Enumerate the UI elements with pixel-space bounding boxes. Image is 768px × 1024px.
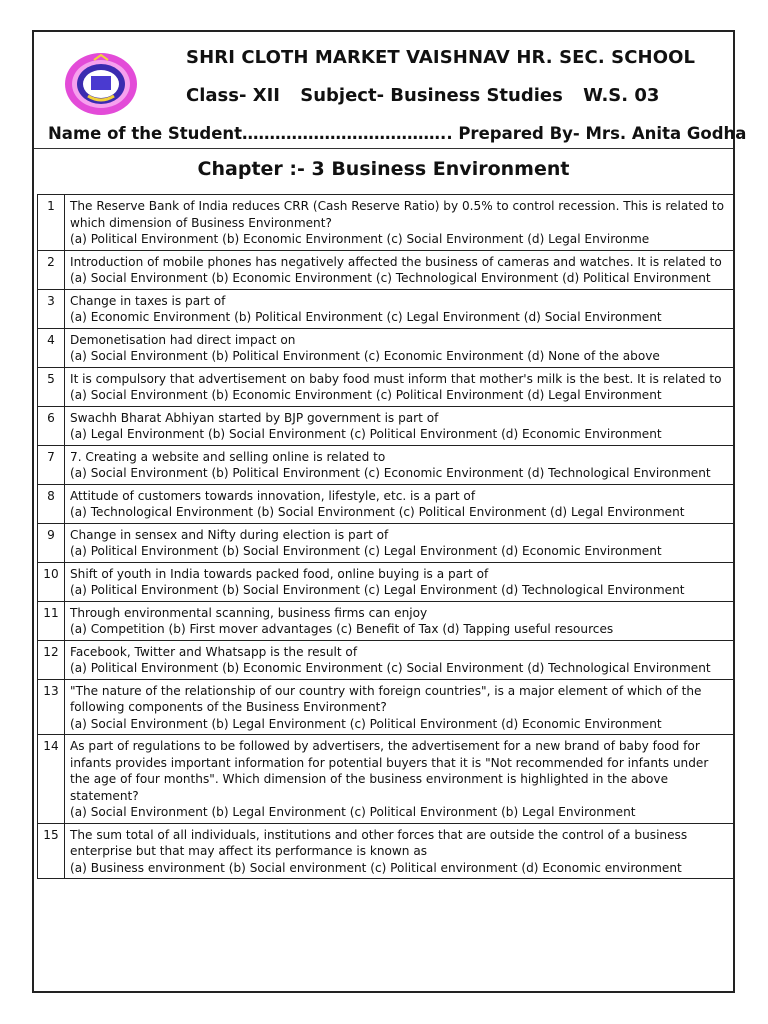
- question-number: 12: [38, 640, 65, 679]
- question-options: (a) Technological Environment (b) Social Environment (c) Political Environment (d) Legal Environment: [70, 505, 685, 519]
- question-options: (a) Business environment (b) Social environment (c) Political environment (d) Economic environment: [70, 860, 682, 875]
- question-row: [38, 735, 734, 824]
- question-text: Facebook, Twitter and Whatsapp is the result of: [70, 644, 358, 659]
- question-cell: [65, 195, 734, 251]
- school-logo: [64, 52, 138, 116]
- question-number: 6: [38, 406, 65, 445]
- class-subject-line: [186, 85, 673, 106]
- question-options: (a) Social Environment (b) Legal Environment (c) Political Environment (b) Legal Environment: [70, 805, 636, 819]
- question-cell: [65, 250, 734, 289]
- question-row: [38, 640, 734, 679]
- worksheet-frame: [32, 30, 747, 993]
- question-cell: [65, 367, 734, 406]
- question-cell: [65, 735, 734, 824]
- question-row: [38, 289, 734, 328]
- question-options: (a) Political Environment (b) Social Environment (c) Legal Environment (d) Economic Environment: [70, 544, 662, 558]
- question-row: [38, 367, 734, 406]
- question-text: "The nature of the relationship of our country with foreign countries", is a major element of which of the following components of the Business Environment?: [70, 683, 702, 714]
- question-row: [38, 484, 734, 523]
- question-cell: [65, 289, 734, 328]
- class-label: Class- XII: [186, 85, 280, 106]
- question-row: [38, 601, 734, 640]
- question-row: [38, 406, 734, 445]
- student-name-line: Name of the Student……………………………….. Prepared By- Mrs. Anita Godha: [48, 124, 747, 143]
- question-row: [38, 823, 734, 879]
- question-options: (a) Legal Environment (b) Social Environment (c) Political Environment (d) Economic Environment: [70, 427, 662, 441]
- question-number: 4: [38, 328, 65, 367]
- question-text: Swachh Bharat Abhiyan started by BJP government is part of: [70, 410, 439, 425]
- question-options: (a) Political Environment (b) Economic Environment (c) Social Environment (d) Technological Environment: [70, 661, 711, 675]
- question-text: Attitude of customers towards innovation, lifestyle, etc. is a part of: [70, 488, 476, 503]
- question-cell: [65, 823, 734, 879]
- question-options: (a) Social Environment (b) Political Environment (c) Economic Environment (d) Technological Environment: [70, 466, 711, 480]
- question-cell: [65, 601, 734, 640]
- question-text: Change in sensex and Nifty during election is part of: [70, 527, 389, 542]
- question-number: 2: [38, 250, 65, 289]
- question-text: Change in taxes is part of: [70, 293, 226, 308]
- question-text: Shift of youth in India towards packed food, online buying is a part of: [70, 566, 489, 581]
- question-text: Demonetisation had direct impact on: [70, 332, 296, 347]
- question-text: Through environmental scanning, business firms can enjoy: [70, 605, 428, 620]
- question-row: [38, 679, 734, 735]
- question-options: (a) Social Environment (b) Economic Environment (c) Political Environment (d) Legal Environment: [70, 388, 662, 402]
- question-number: 8: [38, 484, 65, 523]
- question-text: Introduction of mobile phones has negatively affected the business of cameras and watches. It is related to: [70, 254, 722, 269]
- worksheet-header: [34, 32, 747, 149]
- question-text: 7. Creating a website and selling online is related to: [70, 449, 386, 464]
- question-row: [38, 195, 734, 251]
- question-options: (a) Social Environment (b) Economic Environment (c) Technological Environment (d) Political Environment: [70, 271, 711, 285]
- question-cell: [65, 640, 734, 679]
- question-number: 13: [38, 679, 65, 735]
- question-number: 11: [38, 601, 65, 640]
- question-options: (a) Competition (b) First mover advantages (c) Benefit of Tax (d) Tapping useful resources: [70, 622, 614, 636]
- question-cell: [65, 562, 734, 601]
- question-number: 14: [38, 735, 65, 824]
- question-cell: [65, 484, 734, 523]
- question-cell: [65, 445, 734, 484]
- question-text: It is compulsory that advertisement on baby food must inform that mother's milk is the best. It is related to: [70, 371, 722, 386]
- question-row: [38, 562, 734, 601]
- question-row: [38, 523, 734, 562]
- question-options: (a) Political Environment (b) Social Environment (c) Legal Environment (d) Technological Environment: [70, 583, 685, 597]
- chapter-title: Chapter :- 3 Business Environment: [197, 158, 570, 180]
- question-number: 9: [38, 523, 65, 562]
- worksheet-number: W.S. 03: [583, 85, 660, 106]
- question-row: [38, 250, 734, 289]
- school-name: SHRI CLOTH MARKET VAISHNAV HR. SEC. SCHOOL: [186, 47, 696, 68]
- question-text: The Reserve Bank of India reduces CRR (Cash Reserve Ratio) by 0.5% to control recession. This is related to which dimension of Business Environment?: [70, 199, 725, 230]
- question-options: (a) Economic Environment (b) Political Environment (c) Legal Environment (d) Social Environment: [70, 310, 662, 324]
- question-options: (a) Social Environment (b) Political Environment (c) Economic Environment (d) None of the above: [70, 349, 660, 363]
- question-row: [38, 328, 734, 367]
- question-cell: [65, 679, 734, 735]
- question-options: (a) Social Environment (b) Legal Environment (c) Political Environment (d) Economic Environment: [70, 716, 662, 731]
- question-cell: [65, 406, 734, 445]
- question-cell: [65, 523, 734, 562]
- questions-table: [37, 194, 734, 879]
- question-cell: [65, 328, 734, 367]
- question-row: [38, 445, 734, 484]
- question-number: 5: [38, 367, 65, 406]
- question-text: As part of regulations to be followed by advertisers, the advertisement for a new brand of baby food for infants provides important information for potential buyers that it is "Not recommended for infants under the age of four months". Which dimension of the business environment is highlighted in the above statement?: [70, 739, 709, 803]
- subject-label: Subject- Business Studies: [300, 85, 563, 106]
- question-number: 7: [38, 445, 65, 484]
- question-options: (a) Political Environment (b) Economic Environment (c) Social Environment (d) Legal Environme: [70, 232, 650, 246]
- question-number: 3: [38, 289, 65, 328]
- question-number: 10: [38, 562, 65, 601]
- question-number: 1: [38, 195, 65, 251]
- question-number: 15: [38, 823, 65, 879]
- question-text: The sum total of all individuals, institutions and other forces that are outside the control of a business enterprise but that may affect its performance is known as: [70, 827, 688, 858]
